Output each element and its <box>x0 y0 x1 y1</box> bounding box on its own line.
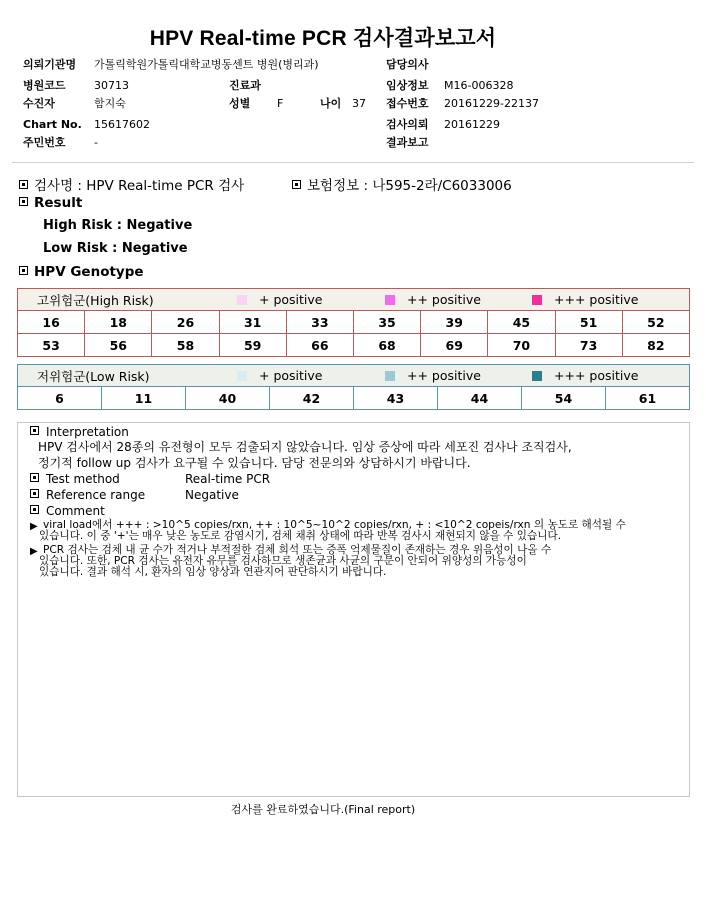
checkbox-icon <box>19 180 28 189</box>
value-receipt-no: 20161229-22137 <box>444 97 539 110</box>
high-risk-value: Negative <box>126 218 193 233</box>
test-method-label: Test method <box>46 472 120 486</box>
interpretation-label: Interpretation <box>46 425 129 439</box>
legend-text: + positive <box>259 368 323 383</box>
interpretation-line-1: HPV 검사에서 28종의 유전형이 모두 검출되지 않았습니다. 임상 증상에 따라 세포진 검사나 조직검사, <box>38 440 572 454</box>
genotype-cell: 82 <box>622 334 689 357</box>
legend-text: +++ positive <box>554 368 639 383</box>
label-hospital-code: 병원코드 <box>23 79 66 92</box>
interpretation-line-2: 정기적 follow up 검사가 요구될 수 있습니다. 담당 전문의와 상담하시기 바랍니다. <box>38 456 471 470</box>
checkbox-icon <box>30 505 39 514</box>
legend-text: +++ positive <box>554 292 639 307</box>
checkbox-icon <box>19 266 28 275</box>
genotype-cell: 61 <box>606 387 690 410</box>
comment2-line-2: 있습니다. 또한, PCR 검사는 유전자 유무를 검사하므로 생존균과 사균의 구분이 안되어 위양성의 가능성이 <box>39 555 527 567</box>
label-clinical-info: 임상정보 <box>386 79 429 92</box>
final-report-footer: 검사를 완료하였습니다.(Final report) <box>230 803 416 816</box>
test-method-value: Real-time PCR <box>185 472 271 486</box>
value-patient: 함지숙 <box>94 97 126 110</box>
genotype-cell: 44 <box>438 387 522 410</box>
value-clinical-info: M16-006328 <box>444 79 514 92</box>
legend-swatch <box>237 371 247 381</box>
genotype-cell: 69 <box>421 334 488 357</box>
comment2-line-3: 있습니다. 결과 해석 시, 환자의 임상 양상과 연관지어 판단하시기 바랍니다. <box>39 566 387 578</box>
genotype-cell: 33 <box>286 311 353 334</box>
reference-range-heading <box>30 488 145 502</box>
value-chart-no: 15617602 <box>94 118 150 131</box>
value-age: 37 <box>352 97 366 110</box>
genotype-cell: 39 <box>421 311 488 334</box>
genotype-cell: 6 <box>18 387 102 410</box>
legend-item <box>532 292 638 307</box>
legend-item <box>237 368 322 383</box>
legend-swatch <box>385 295 395 305</box>
genotype-cell: 43 <box>354 387 438 410</box>
test-name-line <box>19 174 244 194</box>
label-chart-no: Chart No. <box>23 118 82 131</box>
low-risk-genotype-table <box>17 386 690 410</box>
legend-text: + positive <box>259 292 323 307</box>
label-patient: 수진자 <box>23 97 55 110</box>
result-title: Result <box>34 195 83 211</box>
label-resident-no: 주민번호 <box>23 136 66 149</box>
value-hospital-code: 30713 <box>94 79 129 92</box>
comment2-line-1: PCR 검사는 검체 내 균 수가 적거나 부적절한 검체 희석 또는 증폭 억제물질이 존재하는 경우 위음성이 나올 수 <box>43 544 552 556</box>
test-name-label: 검사명 : <box>34 178 82 194</box>
genotype-title: HPV Genotype <box>34 264 144 280</box>
insurance-line <box>292 174 512 194</box>
genotype-cell: 42 <box>270 387 354 410</box>
table-row <box>18 387 690 410</box>
low-risk-result <box>43 241 188 256</box>
table-row <box>18 334 690 357</box>
genotype-cell: 11 <box>102 387 186 410</box>
legend-item <box>237 292 322 307</box>
low-risk-label: Low Risk : <box>43 241 118 256</box>
genotype-cell: 70 <box>488 334 555 357</box>
test-name-value: HPV Real-time PCR 검사 <box>86 178 245 194</box>
genotype-cell: 52 <box>622 311 689 334</box>
comment-heading <box>30 504 105 518</box>
genotype-cell: 31 <box>219 311 286 334</box>
checkbox-icon <box>30 489 39 498</box>
genotype-heading <box>19 264 144 280</box>
genotype-cell: 59 <box>219 334 286 357</box>
legend-item <box>385 368 481 383</box>
checkbox-icon <box>292 180 301 189</box>
checkbox-icon <box>30 426 39 435</box>
insurance-label: 보험정보 : <box>307 178 369 194</box>
genotype-cell: 18 <box>85 311 152 334</box>
reference-range-value: Negative <box>185 488 239 502</box>
genotype-cell: 35 <box>353 311 420 334</box>
label-result-report: 결과보고 <box>386 136 429 149</box>
comment1-line-1: viral load에서 +++ : >10^5 copies/rxn, ++ : 10^5~10^2 copies/rxn, + : <10^2 copeis/rxn 의 농도로 해석될 수 <box>43 519 626 531</box>
test-method-heading <box>30 472 120 486</box>
insurance-value: 나595-2라/C6033006 <box>372 178 512 194</box>
label-test-request: 검사의뢰 <box>386 118 429 131</box>
value-test-request: 20161229 <box>444 118 500 131</box>
low-risk-band <box>17 364 690 386</box>
value-sex: F <box>277 97 284 110</box>
value-resident-no: - <box>94 136 98 149</box>
label-attending-doctor: 담당의사 <box>386 58 429 71</box>
label-age: 나이 <box>320 97 342 110</box>
genotype-cell: 16 <box>18 311 85 334</box>
high-risk-genotype-table <box>17 310 690 357</box>
checkbox-icon <box>30 473 39 482</box>
legend-item <box>385 292 481 307</box>
legend-swatch <box>532 295 542 305</box>
genotype-cell: 51 <box>555 311 622 334</box>
high-risk-band <box>17 288 690 310</box>
bullet-arrow-icon: ▶ <box>30 521 38 532</box>
report-title: HPV Real-time PCR 검사결과보고서 <box>149 27 497 50</box>
genotype-cell: 73 <box>555 334 622 357</box>
legend-text: ++ positive <box>407 292 481 307</box>
high-risk-result <box>43 218 192 233</box>
genotype-cell: 56 <box>85 334 152 357</box>
genotype-cell: 66 <box>286 334 353 357</box>
genotype-cell: 40 <box>186 387 270 410</box>
genotype-cell: 45 <box>488 311 555 334</box>
comment-label: Comment <box>46 504 105 518</box>
legend-swatch <box>532 371 542 381</box>
label-department: 진료과 <box>229 79 261 92</box>
genotype-cell: 58 <box>152 334 219 357</box>
low-risk-value: Negative <box>121 241 188 256</box>
high-risk-group-label: 고위험군(High Risk) <box>37 293 154 308</box>
genotype-cell: 68 <box>353 334 420 357</box>
checkbox-icon <box>19 197 28 206</box>
bullet-arrow-icon: ▶ <box>30 546 38 557</box>
value-requesting-institution: 가톨릭학원가톨릭대학교병동센트 병원(병리과) <box>94 58 319 71</box>
genotype-cell: 26 <box>152 311 219 334</box>
genotype-cell: 54 <box>522 387 606 410</box>
table-row <box>18 311 690 334</box>
legend-swatch <box>237 295 247 305</box>
high-risk-label: High Risk : <box>43 218 122 233</box>
genotype-cell: 53 <box>18 334 85 357</box>
legend-text: ++ positive <box>407 368 481 383</box>
label-sex: 성별 <box>229 97 251 110</box>
result-heading <box>19 195 82 211</box>
legend-item <box>532 368 638 383</box>
label-requesting-institution: 의뢰기관명 <box>23 58 77 71</box>
comment1-line-2: 있습니다. 이 중 '+'는 매우 낮은 농도로 감염시기, 검체 채취 상태에 따라 반복 검사시 재현되지 않을 수 있습니다. <box>39 530 562 542</box>
low-risk-group-label: 저위험군(Low Risk) <box>37 369 150 384</box>
interpretation-heading <box>30 425 129 439</box>
header-divider <box>12 162 694 163</box>
legend-swatch <box>385 371 395 381</box>
label-receipt-no: 접수번호 <box>386 97 429 110</box>
reference-range-label: Reference range <box>46 488 146 502</box>
